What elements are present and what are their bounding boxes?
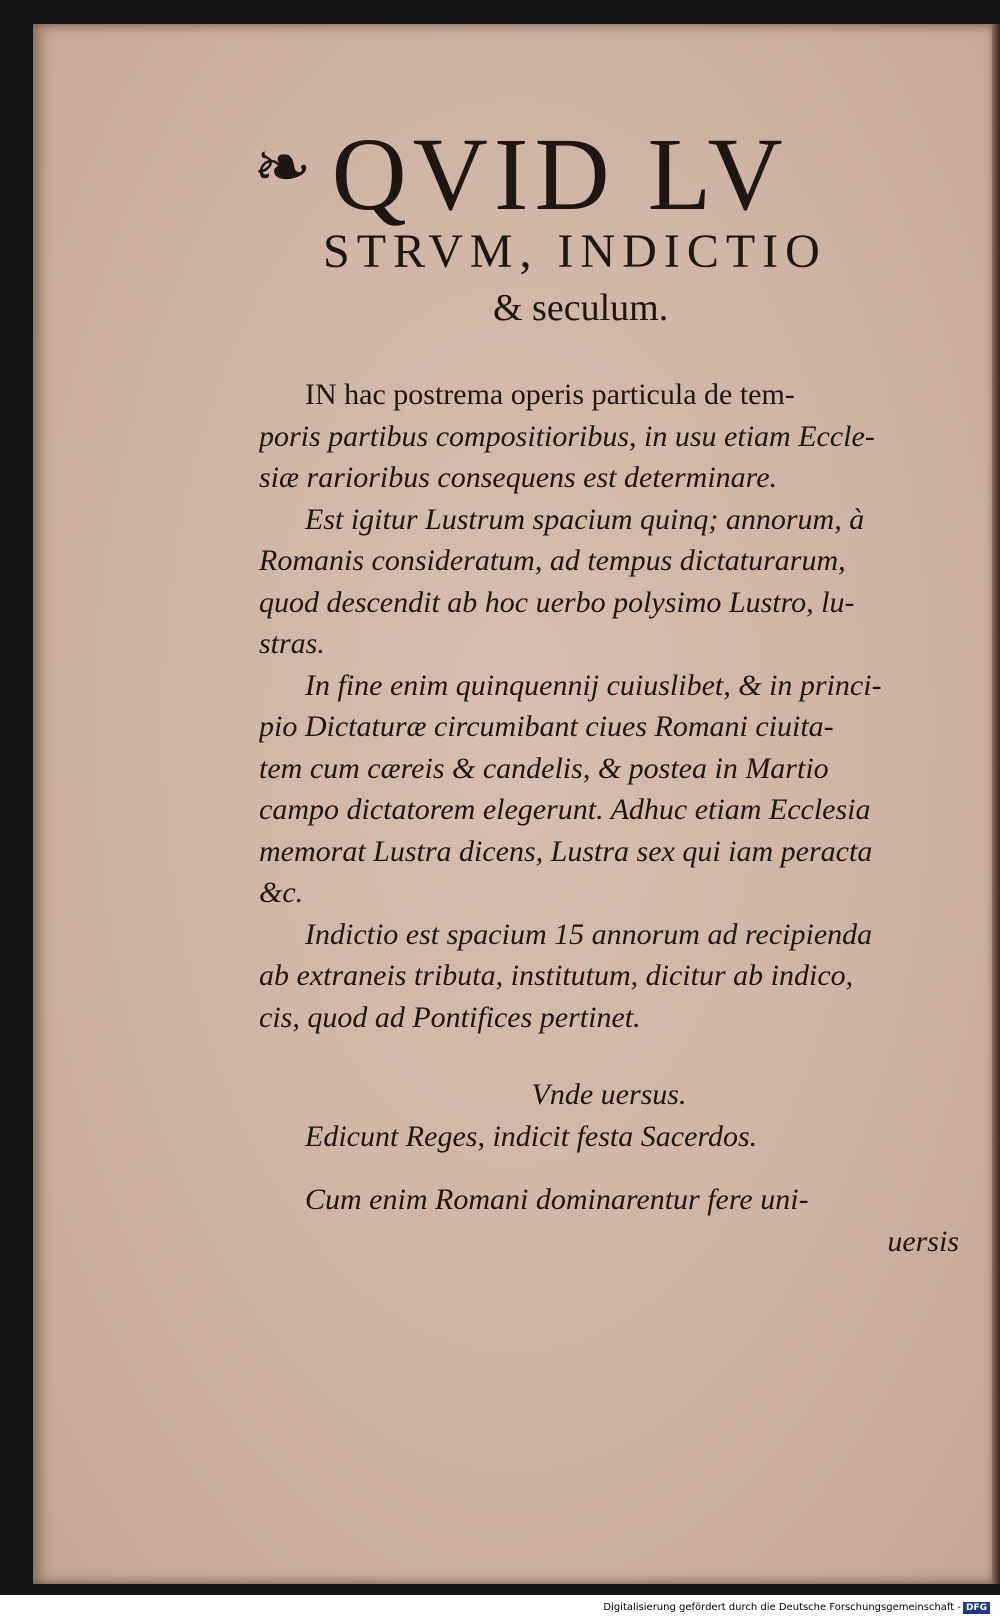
body-line: tem cum cæreis & candelis, & postea in Martio bbox=[259, 751, 829, 785]
body-line: ab extraneis tributa, institutum, dicitur ab indico, bbox=[259, 959, 854, 992]
body-line: memorat Lustra dicens, Lustra sex qui iam peracta bbox=[259, 834, 873, 868]
body-line: &c. bbox=[259, 876, 304, 909]
fleuron-ornament-icon: ❧ bbox=[253, 130, 318, 207]
body-line: siæ rarioribus consequens est determinare. bbox=[259, 461, 778, 494]
catchword: uersis bbox=[887, 1224, 959, 1258]
verse-heading: Vnde uersus. bbox=[531, 1078, 687, 1111]
body-line: pio Dictaturæ circumibant ciues Romani ciuita- bbox=[259, 710, 834, 743]
body-line: Romanis consideratum, ad tempus dictaturarum, bbox=[259, 544, 846, 577]
book-page bbox=[33, 24, 995, 1584]
page-edge bbox=[992, 24, 1000, 1584]
body-line: IN hac postrema operis particula de tem- bbox=[305, 378, 795, 411]
heading-line-3: & seculum. bbox=[493, 287, 669, 329]
body-line: cis, quod ad Pontifices pertinet. bbox=[259, 1000, 641, 1034]
heading-line-1 bbox=[253, 109, 973, 235]
body-line: In fine enim quinquennij cuiuslibet, & in princi- bbox=[305, 668, 882, 702]
body-line: quod descendit ab hoc uerbo polysimo Lustro, lu- bbox=[259, 585, 855, 619]
body-line: campo dictatorem elegerunt. Adhuc etiam Ecclesia bbox=[259, 793, 871, 826]
body-line: Est igitur Lustrum spacium quinq; annorum, à bbox=[305, 502, 865, 536]
heading-text-1: QVID LV bbox=[331, 117, 789, 232]
dfg-logo: DFG bbox=[963, 1602, 990, 1614]
closing-line: Cum enim Romani dominarentur fere uni- bbox=[305, 1183, 809, 1216]
verse-line: Edicunt Reges, indicit festa Sacerdos. bbox=[305, 1119, 758, 1153]
heading-line-2: STRVM, INDICTIO bbox=[323, 225, 827, 278]
body-line: stras. bbox=[259, 627, 325, 660]
digitization-footer bbox=[603, 1602, 990, 1614]
body-line: poris partibus compositioribus, in usu etiam Eccle- bbox=[259, 419, 875, 453]
body-text bbox=[259, 374, 959, 1262]
footer-text: Digitalisierung gefördert durch die Deutsche Forschungsgemeinschaft - bbox=[603, 1602, 961, 1613]
body-line: Indictio est spacium 15 annorum ad recipienda bbox=[305, 917, 873, 951]
